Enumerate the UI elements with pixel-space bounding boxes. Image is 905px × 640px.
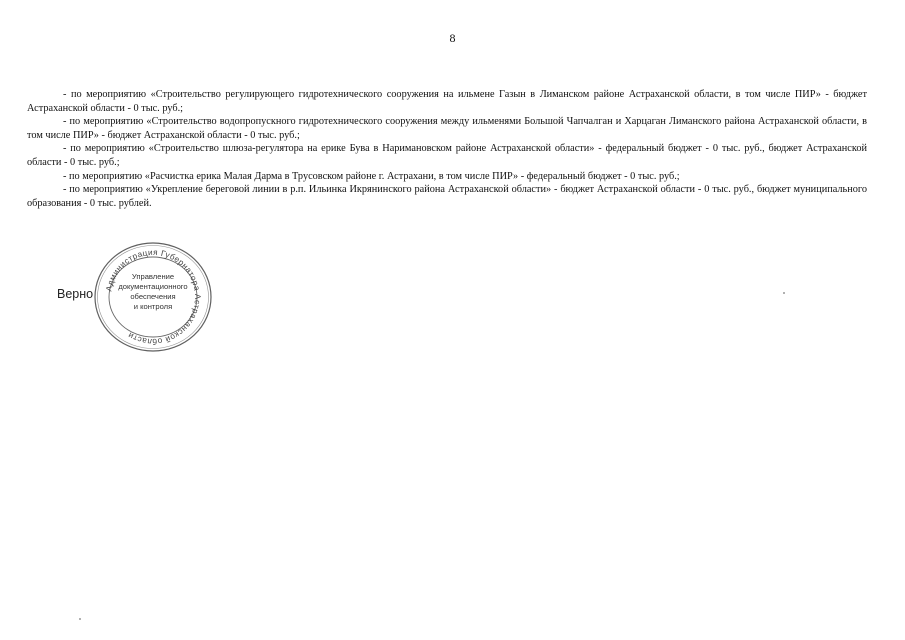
paragraph-ilyinka: - по мероприятию «Укрепление береговой линии в р.п. Ильинка Икрянинского района Астраханской области» - бюджет Астраханской области - 0 тыс. руб., бюджет муниципального образования - 0 тыс. рублей. bbox=[27, 184, 867, 209]
document-body bbox=[27, 88, 867, 210]
verno-label: Верно bbox=[57, 287, 94, 301]
stamp-outer-text: Администрация Губернатора Астраханской области bbox=[104, 247, 203, 347]
paragraph-gazyn: - по мероприятию «Строительство регулирующего гидротехнического сооружения на ильмене Газын в Лиманском районе Астраханской области, в том числе ПИР» - бюджет Астраханской области - 0 тыс. руб.; bbox=[27, 89, 867, 114]
scan-speck bbox=[79, 618, 81, 620]
paragraph-chapchalgan: - по мероприятию «Строительство водопропускного гидротехнического сооружения между ильменями Большой Чапчалган и Харцаган Лиманского района Астраханской области, в том числе ПИР» - бюджет Астраханской области - 0 тыс. руб.; bbox=[27, 116, 867, 141]
stamp-center-text bbox=[110, 272, 196, 312]
stamp-line-1: Управление bbox=[131, 272, 175, 281]
stamp-line-4: и контроля bbox=[133, 302, 173, 311]
page-number: 8 bbox=[449, 31, 456, 45]
paragraph-buva: - по мероприятию «Строительство шлюза-регулятора на ерике Бува в Наримановском районе Астраханской области» - федеральный бюджет - 0 тыс. руб., бюджет Астраханской области - 0 тыс. руб.; bbox=[27, 143, 867, 168]
scan-speck bbox=[783, 292, 785, 294]
stamp-line-3: обеспечения bbox=[130, 292, 176, 301]
stamp-line-2: документационного bbox=[118, 282, 188, 291]
official-stamp bbox=[90, 238, 216, 356]
paragraph-malaya-darma: - по мероприятию «Расчистка ерика Малая Дарма в Трусовском районе г. Астрахани, в том числе ПИР» - федеральный бюджет - 0 тыс. руб.; bbox=[63, 170, 680, 182]
